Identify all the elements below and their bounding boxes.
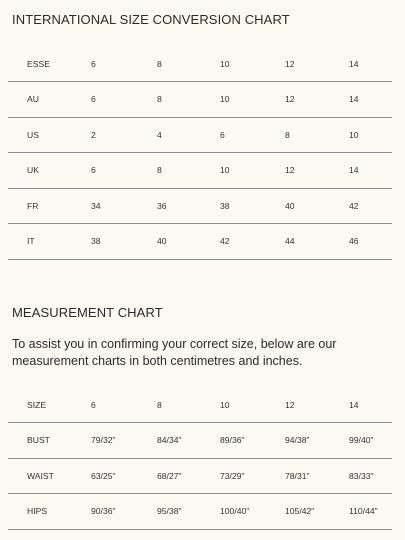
table-cell: 34 (91, 188, 157, 224)
table-cell: 10 (220, 387, 285, 423)
row-label: BUST (8, 423, 91, 459)
row-label: ESSE (8, 46, 91, 82)
table-cell: 40 (285, 188, 349, 224)
table-cell: 89/36" (220, 423, 285, 459)
table-cell: 8 (157, 153, 220, 189)
table-row (8, 494, 392, 530)
table-cell: 79/32" (91, 423, 157, 459)
table-row (8, 153, 392, 189)
table-row (8, 46, 392, 82)
table-cell: 14 (349, 153, 392, 189)
table-cell: 6 (91, 387, 157, 423)
table-cell: 105/42" (285, 494, 349, 530)
row-label: FR (8, 188, 91, 224)
table-cell: 90/36" (91, 494, 157, 530)
table-cell: 40 (157, 224, 220, 260)
table-cell: 10 (220, 46, 285, 82)
table-cell: 14 (349, 82, 392, 118)
table-cell: 8 (157, 46, 220, 82)
table-cell: 8 (157, 387, 220, 423)
table-cell: 73/29" (220, 458, 285, 494)
row-label: WAIST (8, 458, 91, 494)
table-cell: 12 (285, 153, 349, 189)
table-cell: 44 (285, 224, 349, 260)
table-cell: 95/38" (157, 494, 220, 530)
conversion-chart-title: INTERNATIONAL SIZE CONVERSION CHART (12, 12, 290, 27)
table-row (8, 423, 392, 459)
table-cell: 12 (285, 387, 349, 423)
table-cell: 46 (349, 224, 392, 260)
table-cell: 10 (220, 153, 285, 189)
table-cell: 38 (220, 188, 285, 224)
table-cell: 42 (220, 224, 285, 260)
table-cell: 63/25" (91, 458, 157, 494)
table-cell: 42 (349, 188, 392, 224)
conversion-table (8, 46, 392, 260)
table-cell: 2 (91, 117, 157, 153)
row-label: IT (8, 224, 91, 260)
table-cell: 6 (91, 46, 157, 82)
conversion-table-body (8, 46, 392, 259)
measurement-intro-text: To assist you in confirming your correct size, below are our measurement charts in both centimetres and inches. (12, 337, 337, 368)
table-cell: 6 (220, 117, 285, 153)
table-cell: 8 (285, 117, 349, 153)
measurement-table (8, 387, 392, 530)
table-row (8, 117, 392, 153)
table-cell: 14 (349, 46, 392, 82)
row-label: AU (8, 82, 91, 118)
table-row (8, 458, 392, 494)
table-cell: 10 (349, 117, 392, 153)
table-cell: 6 (91, 82, 157, 118)
row-label: UK (8, 153, 91, 189)
table-cell: 12 (285, 82, 349, 118)
table-cell: 99/40" (349, 423, 392, 459)
table-cell: 14 (349, 387, 392, 423)
table-cell: 4 (157, 117, 220, 153)
table-header-row (8, 387, 392, 423)
table-cell: 110/44" (349, 494, 392, 530)
row-label: SIZE (8, 387, 91, 423)
row-label: US (8, 117, 91, 153)
table-cell: 36 (157, 188, 220, 224)
table-cell: 6 (91, 153, 157, 189)
table-cell: 12 (285, 46, 349, 82)
table-row (8, 188, 392, 224)
measurement-chart-title: MEASUREMENT CHART (12, 305, 163, 320)
row-label: HIPS (8, 494, 91, 530)
table-cell: 8 (157, 82, 220, 118)
table-row (8, 82, 392, 118)
table-cell: 83/33" (349, 458, 392, 494)
table-cell: 84/34" (157, 423, 220, 459)
table-cell: 100/40" (220, 494, 285, 530)
measurement-table-body (8, 387, 392, 529)
table-cell: 78/31" (285, 458, 349, 494)
table-row (8, 224, 392, 260)
table-cell: 94/38" (285, 423, 349, 459)
table-cell: 38 (91, 224, 157, 260)
table-cell: 68/27" (157, 458, 220, 494)
table-cell: 10 (220, 82, 285, 118)
